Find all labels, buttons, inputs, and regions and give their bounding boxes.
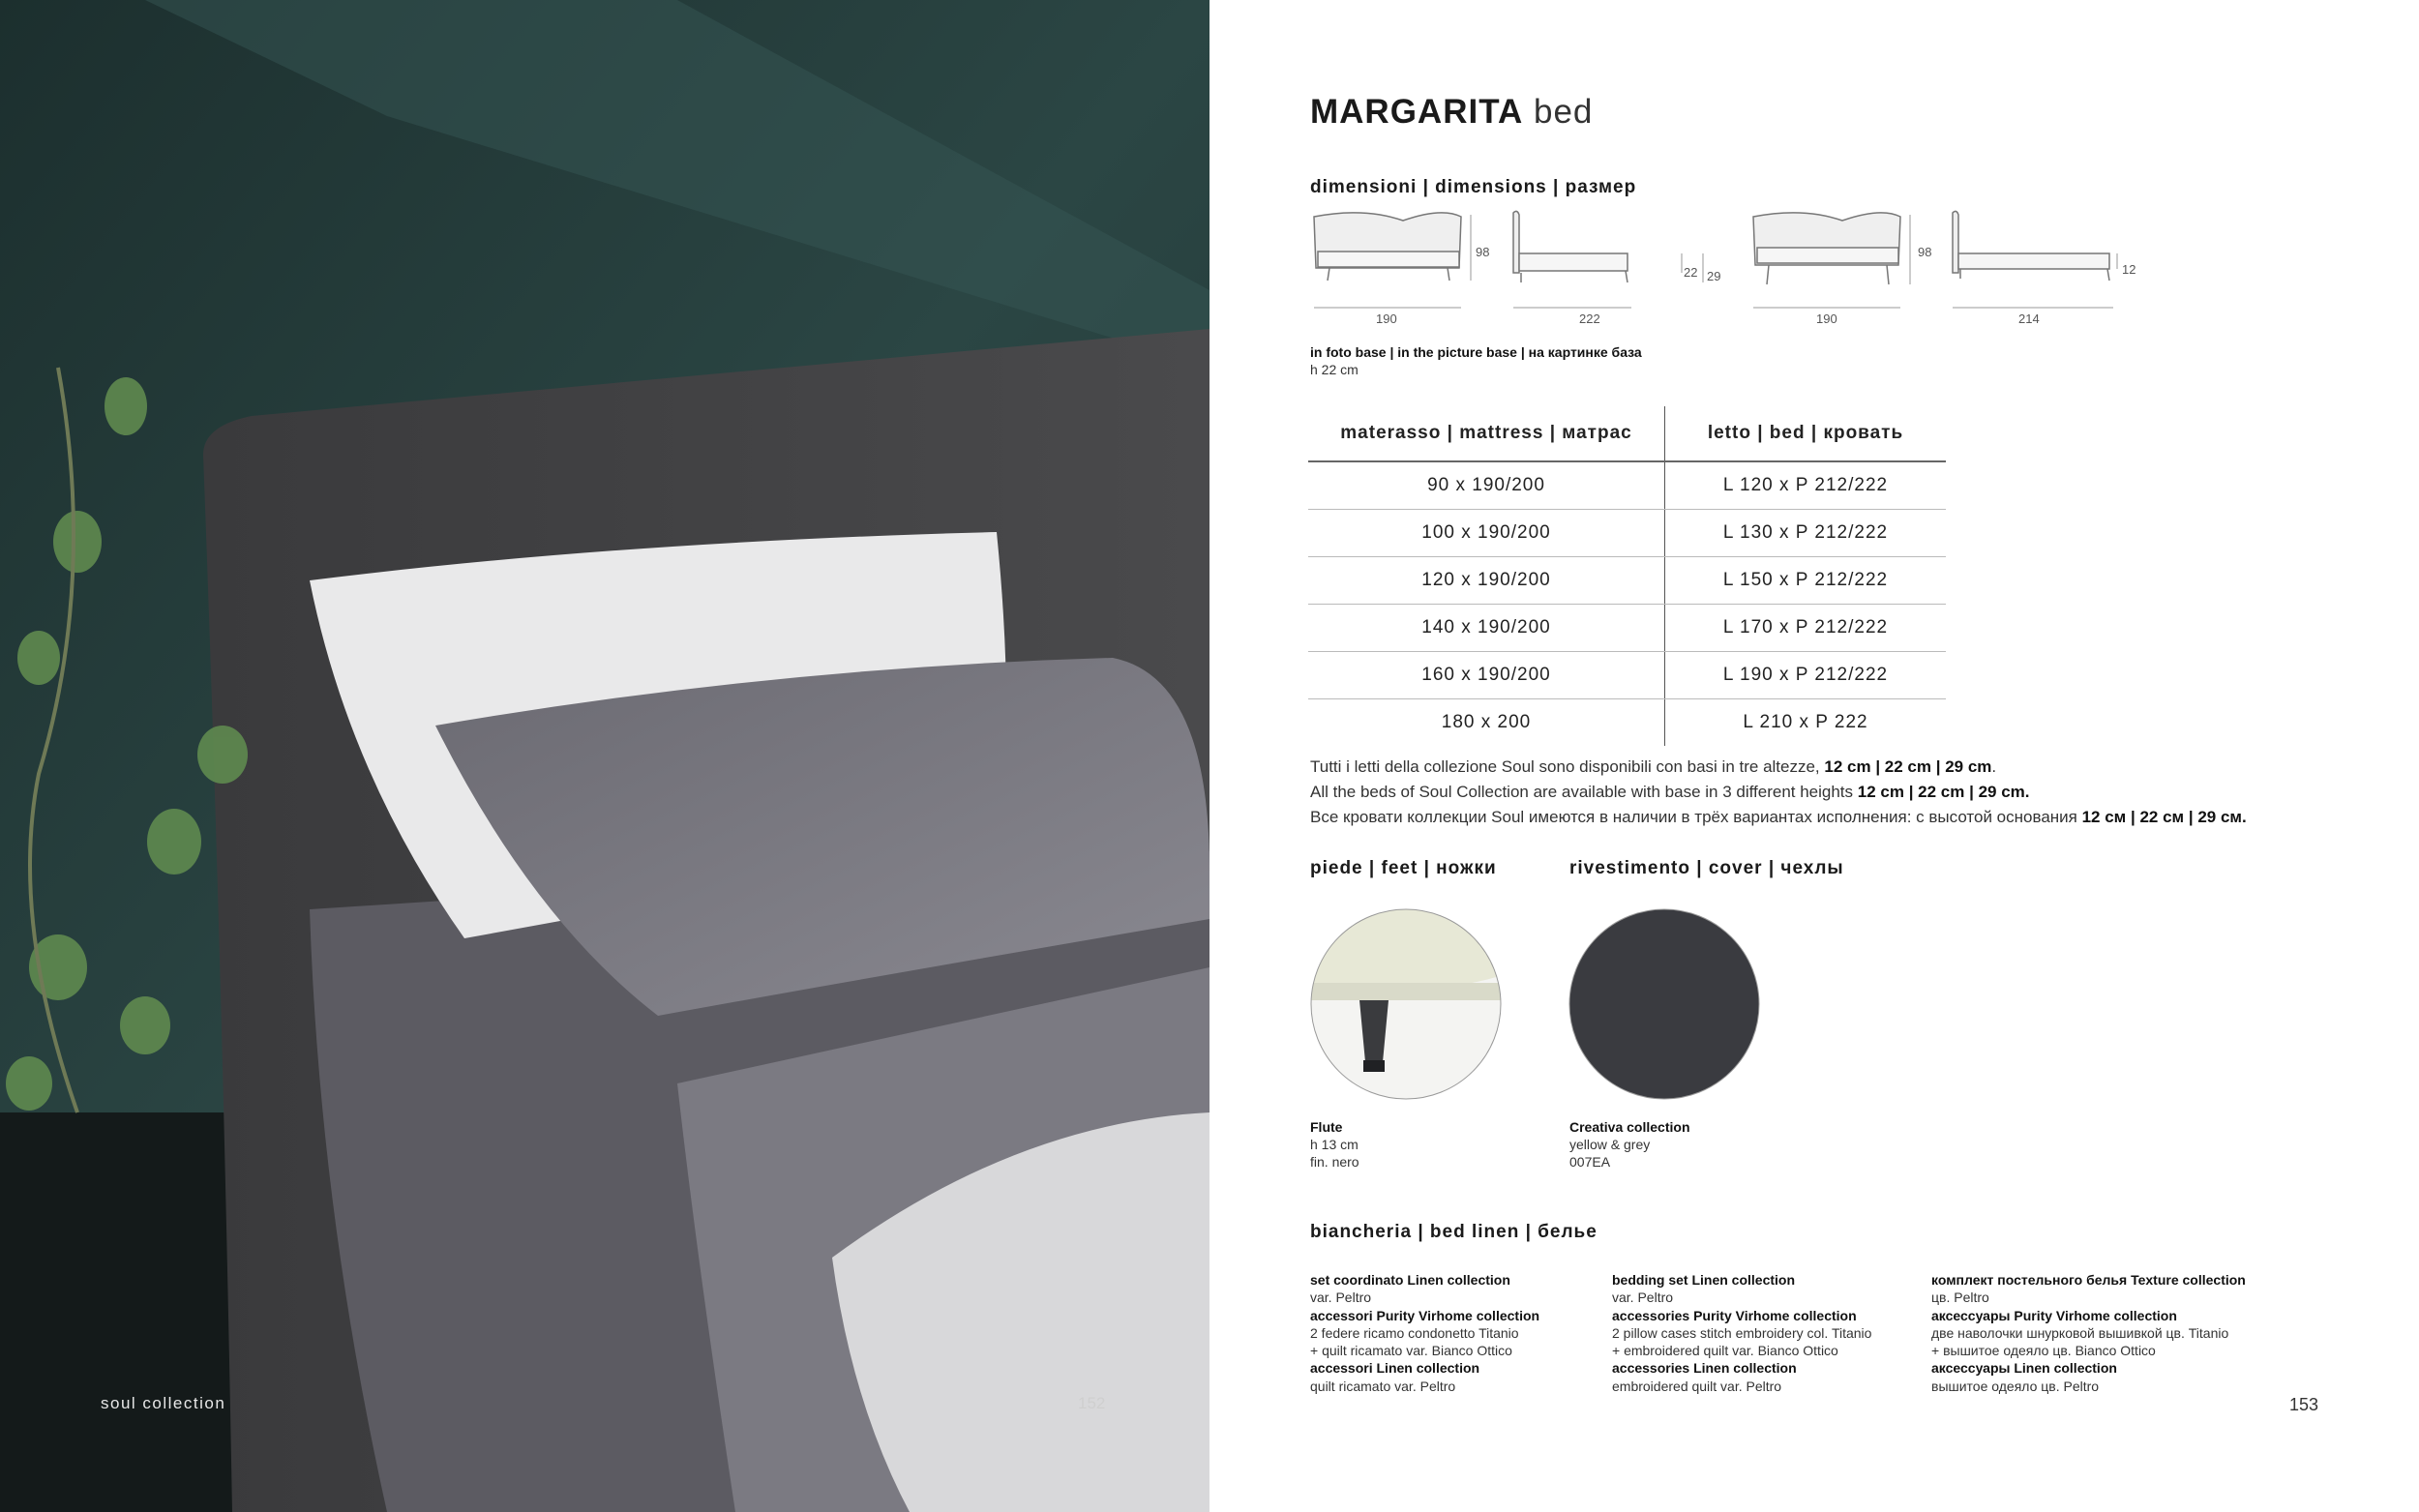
linen-line: bedding set Linen collection — [1612, 1272, 1796, 1288]
cover-name: Creativa collection — [1569, 1119, 1690, 1135]
bed-size: L 170 x P 212/222 — [1665, 605, 1947, 652]
table-row — [1308, 699, 1946, 747]
mattress-size: 180 x 200 — [1308, 699, 1665, 747]
linen-line: accessories Linen collection — [1612, 1360, 1797, 1377]
cover-color: yellow & grey — [1569, 1137, 1651, 1152]
mattress-size: 160 x 190/200 — [1308, 652, 1665, 699]
table-row — [1308, 461, 1946, 510]
base-heights-note — [1310, 755, 2247, 830]
note-russian — [1310, 805, 2247, 830]
cover-code: 007EA — [1569, 1154, 1611, 1170]
dim-label-12: 12 — [2122, 262, 2136, 277]
linen-line: 2 pillow cases stitch embroidery col. Titanio — [1612, 1324, 1872, 1341]
table-row — [1308, 605, 1946, 652]
picture-base-value: h 22 cm — [1310, 362, 1359, 377]
linen-line: цв. Peltro — [1931, 1290, 1989, 1306]
mattress-size: 140 x 190/200 — [1308, 605, 1665, 652]
feet-height: h 13 cm — [1310, 1137, 1359, 1152]
linen-line: + quilt ricamato var. Bianco Ottico — [1310, 1343, 1512, 1359]
linen-line: вышитое одеяло цв. Peltro — [1931, 1378, 2100, 1394]
title-light: bed — [1534, 93, 1594, 131]
side-view-2 — [1953, 211, 1958, 273]
bed-size: L 190 x P 212/222 — [1665, 652, 1947, 699]
page-number-left: 152 — [1078, 1394, 1106, 1412]
feet-heading: piede | feet | ножки — [1310, 858, 1497, 878]
dim-label-190-a: 190 — [1376, 311, 1397, 326]
linen-column-english — [1612, 1271, 1871, 1395]
linen-line: accessories Purity Virhome collection — [1612, 1307, 1857, 1323]
mattress-size: 90 x 190/200 — [1308, 461, 1665, 510]
note-it-text: Tutti i letti della collezione Soul sono disponibili con basi in tre altezze, — [1310, 757, 1825, 776]
note-en-text: All the beds of Soul Collection are available with base in 3 different heights — [1310, 783, 1858, 801]
dim-label-29: 29 — [1707, 269, 1721, 283]
dim-label-98-a: 98 — [1476, 245, 1490, 259]
feet-name: Flute — [1310, 1119, 1343, 1135]
linen-heading: biancheria | bed linen | белье — [1310, 1222, 1598, 1242]
table-row — [1308, 510, 1946, 557]
table-row — [1308, 557, 1946, 605]
linen-line: 2 federe ricamo condonetto Titanio — [1310, 1324, 1519, 1341]
linen-column-russian — [1931, 1271, 2246, 1395]
picture-base-label: in foto base | in the picture base | на картинке база — [1310, 344, 1642, 360]
linen-line: set coordinato Linen collection — [1310, 1272, 1510, 1288]
linen-column-italian — [1310, 1271, 1539, 1395]
dimension-drawings — [1306, 205, 2158, 331]
mattress-size: 120 x 190/200 — [1308, 557, 1665, 605]
collection-caption: soul collection — [101, 1394, 226, 1412]
linen-line: комплект постельного белья Texture collection — [1931, 1272, 2246, 1288]
note-en-bold: 12 cm | 22 cm | 29 cm. — [1857, 783, 2030, 801]
cover-heading: rivestimento | cover | чехлы — [1569, 858, 1844, 878]
size-table — [1308, 406, 1946, 746]
linen-line: аксессуары Purity Virhome collection — [1931, 1307, 2177, 1323]
linen-line: + embroidered quilt var. Bianco Ottico — [1612, 1343, 1838, 1359]
linen-line: var. Peltro — [1612, 1290, 1674, 1306]
side-view-1 — [1513, 211, 1519, 273]
linen-line: var. Peltro — [1310, 1290, 1372, 1306]
dim-label-98-b: 98 — [1918, 245, 1932, 259]
linen-line: две наволочки шнурковой вышивкой цв. Titanio — [1931, 1324, 2229, 1341]
note-italian — [1310, 755, 2247, 780]
page-number-right: 153 — [2289, 1395, 2319, 1414]
dim-label-190-b: 190 — [1816, 311, 1837, 326]
note-it-bold: 12 cm | 22 cm | 29 cm — [1824, 757, 1992, 776]
mattress-size: 100 x 190/200 — [1308, 510, 1665, 557]
note-english — [1310, 780, 2247, 805]
linen-line: embroidered quilt var. Peltro — [1612, 1378, 1782, 1394]
bed-size: L 130 x P 212/222 — [1665, 510, 1947, 557]
table-row — [1308, 652, 1946, 699]
cover-caption — [1569, 1118, 1690, 1171]
feet-swatch — [1309, 907, 1503, 1101]
picture-base-caption — [1310, 343, 1642, 378]
linen-line: accessori Purity Virhome collection — [1310, 1307, 1540, 1323]
linen-line: accessori Linen collection — [1310, 1360, 1480, 1377]
product-title — [1310, 93, 1593, 132]
title-bold: MARGARITA — [1310, 93, 1524, 131]
note-ru-text: Все кровати коллекции Soul имеются в наличии в трёх вариантах исполнения: с высотой основания — [1310, 808, 2082, 826]
feet-caption — [1310, 1118, 1359, 1171]
bed-size: L 150 x P 212/222 — [1665, 557, 1947, 605]
mattress-header: materasso | mattress | матрас — [1308, 406, 1665, 461]
bed-size: L 120 x P 212/222 — [1665, 461, 1947, 510]
linen-line: + вышитое одеяло цв. Bianco Ottico — [1931, 1343, 2156, 1359]
linen-line: quilt ricamato var. Peltro — [1310, 1378, 1456, 1394]
note-ru-bold: 12 см | 22 см | 29 см. — [2081, 808, 2247, 826]
dim-label-222: 222 — [1579, 311, 1600, 326]
dim-label-22: 22 — [1684, 265, 1698, 280]
linen-line: аксессуары Linen collection — [1931, 1360, 2117, 1377]
bed-size: L 210 x P 222 — [1743, 712, 1868, 732]
dimensions-heading: dimensioni | dimensions | размер — [1310, 177, 1637, 197]
feet-finish: fin. nero — [1310, 1154, 1359, 1170]
size-table-header — [1308, 406, 1946, 461]
bed-header: letto | bed | кровать — [1665, 406, 1947, 461]
cover-swatch — [1568, 907, 1761, 1101]
dim-label-214: 214 — [2018, 311, 2040, 326]
note-it-end: . — [1991, 757, 1997, 776]
